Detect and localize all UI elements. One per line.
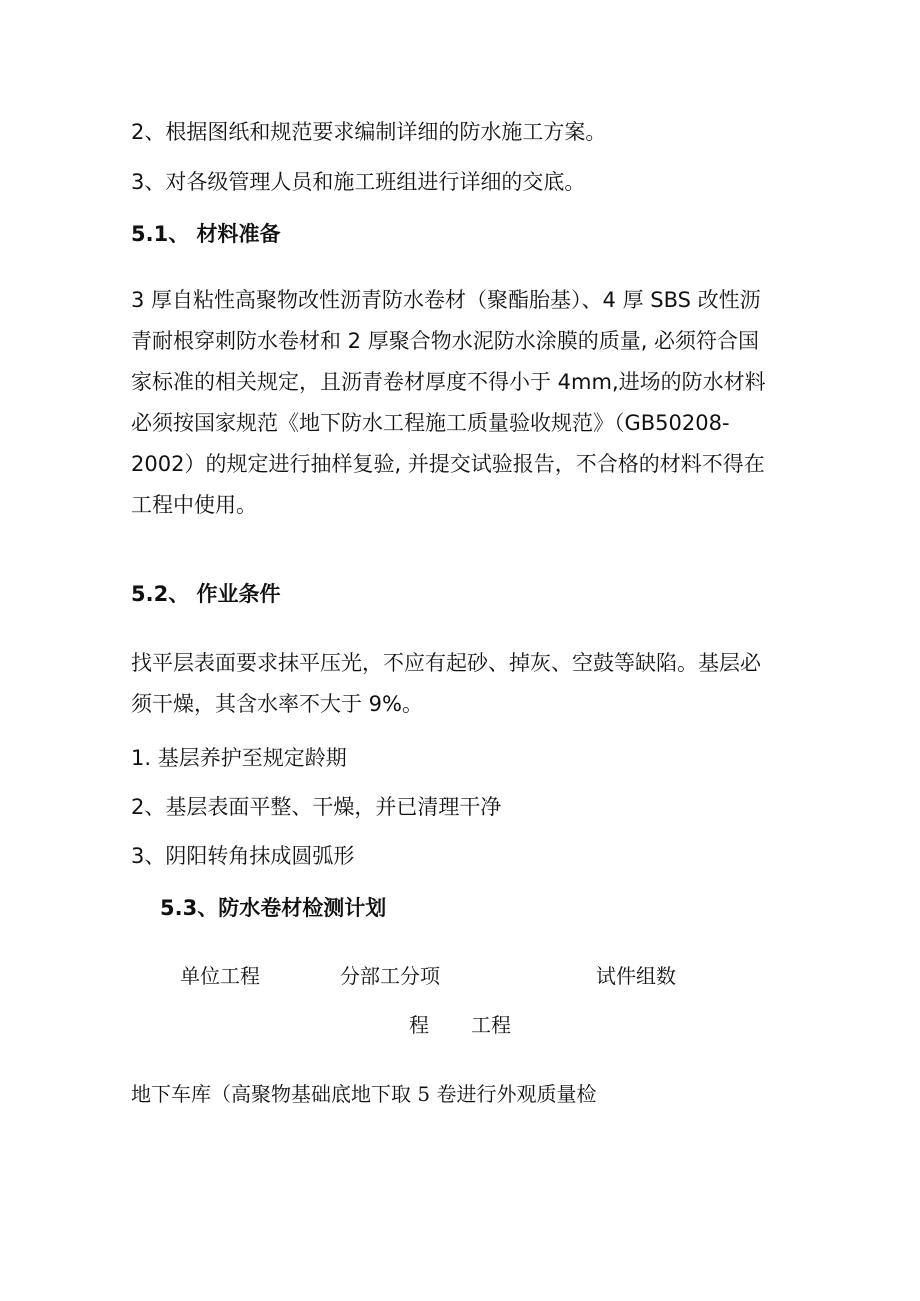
- paragraph-line: 工程中使用。: [131, 493, 257, 517]
- paragraph-line: 家标准的相关规定，且沥青卷材厚度不得小于 4mm,进场的防水材料: [131, 370, 766, 394]
- paragraph-line: 须干燥，其含水率不大于 9%。: [131, 692, 423, 716]
- section-heading-5-3: 5.3、防水卷材检测计划: [160, 896, 387, 920]
- paragraph-line: 必须按国家规范《地下防水工程施工质量验收规范》（GB50208-: [131, 411, 730, 435]
- paragraph-line: 2002）的规定进行抽样复验, 并提交试验报告，不合格的材料不得在: [131, 452, 765, 476]
- paragraph-line: 青耐根穿刺防水卷材和 2 厚聚合物水泥防水涂膜的质量, 必须符合国: [131, 329, 760, 353]
- materials-paragraph: [131, 280, 791, 526]
- list-item: 3、阴阳转角抹成圆弧形: [131, 844, 355, 868]
- section-heading-5-2: 5.2、 作业条件: [131, 582, 281, 606]
- conditions-paragraph: [131, 643, 791, 725]
- list-item: 3、对各级管理人员和施工班组进行详细的交底。: [131, 170, 586, 194]
- header-sub-project: 分部工分项: [340, 964, 440, 988]
- table-row: 地下车库（高聚物基础底地下取 5 卷进行外观质量检: [131, 1082, 597, 1106]
- header-unit-project: 单位工程: [180, 964, 260, 988]
- list-item: 1. 基层养护至规定龄期: [131, 746, 347, 770]
- paragraph-line: 3 厚自粘性高聚物改性沥青防水卷材（聚酯胎基）、4 厚 SBS 改性沥: [131, 288, 761, 312]
- paragraph-line: 找平层表面要求抹平压光，不应有起砂、掉灰、空鼓等缺陷。基层必: [131, 651, 761, 675]
- header-sub-project-cont: 程: [409, 1013, 429, 1037]
- list-item: 2、根据图纸和规范要求编制详细的防水施工方案。: [131, 120, 607, 144]
- header-sub-item-cont: 工程: [471, 1013, 511, 1037]
- list-item: 2、基层表面平整、干燥，并已清理干净: [131, 795, 502, 819]
- header-sample-groups: 试件组数: [596, 964, 676, 988]
- section-heading-5-1: 5.1、 材料准备: [131, 222, 281, 246]
